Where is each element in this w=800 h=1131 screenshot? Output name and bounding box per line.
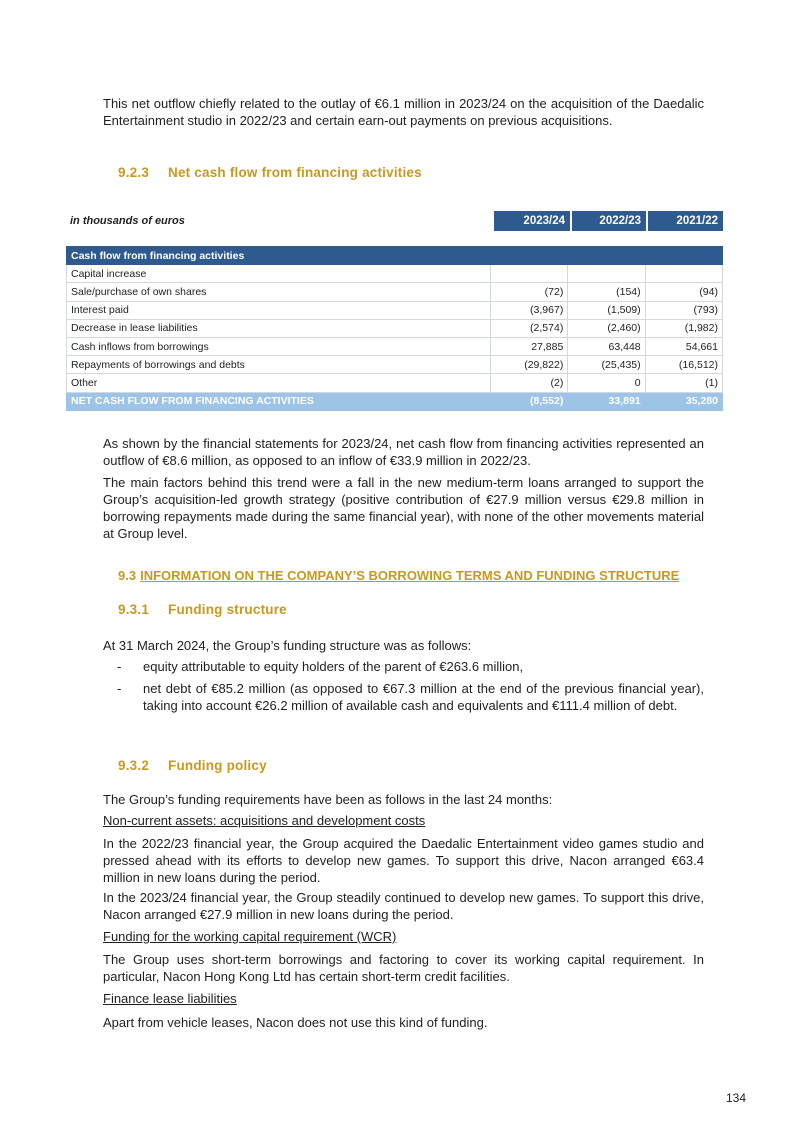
intro-paragraph: This net outflow chiefly related to the outlay of €6.1 million in 2023/24 on the acquisition of the Daedalic Entertainment studio in 2022/23 and certain earn-out payments on previous acquisitions. [103, 96, 704, 128]
column-header-2021-22: 2021/22 [648, 211, 723, 231]
cell-value: (2) [491, 374, 568, 392]
row-label: Capital increase [67, 265, 491, 283]
section-title: Net cash flow from financing activities [168, 165, 422, 180]
table-row [67, 337, 723, 355]
section-number: 9.3.1 [118, 602, 150, 617]
financing-paragraph-1: As shown by the financial statements for 2023/24, net cash flow from financing activities represented an outflow of €8.6 million, as opposed to an inflow of €33.9 million in 2022/23. [103, 436, 704, 468]
cell-value: 0 [568, 374, 645, 392]
policy-intro: The Group’s funding requirements have been as follows in the last 24 months: [103, 792, 553, 807]
column-header-2022-23: 2022/23 [572, 211, 646, 231]
cell-value: (72) [491, 283, 568, 301]
table-row [67, 319, 723, 337]
table-units-label: in thousands of euros [70, 215, 185, 227]
wcr-paragraph: The Group uses short-term borrowings and factoring to cover its working capital requirement. In particular, Nacon Hong Kong Ltd has certain short-term credit facilities. [103, 952, 704, 984]
total-value: (8,552) [491, 392, 568, 410]
cell-value: 63,448 [568, 337, 645, 355]
cell-value [491, 265, 568, 283]
section-heading-9-3-2 [118, 758, 267, 773]
cell-value: 27,885 [491, 337, 568, 355]
table-row [67, 265, 723, 283]
cell-value [568, 265, 645, 283]
row-label: Repayments of borrowings and debts [67, 356, 491, 374]
bullet-marker: - [117, 659, 122, 674]
section-number: 9.2.3 [118, 165, 150, 180]
total-label: NET CASH FLOW FROM FINANCING ACTIVITIES [67, 392, 491, 410]
table-row [67, 356, 723, 374]
section-number: 9.3 [118, 568, 137, 583]
table-row [67, 283, 723, 301]
cell-value: (1,509) [568, 301, 645, 319]
row-label: Sale/purchase of own shares [67, 283, 491, 301]
section-number: 9.3.2 [118, 758, 150, 773]
table-row [67, 301, 723, 319]
subheading-wcr: Funding for the working capital requirement (WCR) [103, 929, 397, 944]
cell-value: (2,574) [491, 319, 568, 337]
cell-value: (94) [645, 283, 722, 301]
table-total-row [67, 392, 723, 410]
row-label: Cash inflows from borrowings [67, 337, 491, 355]
row-label: Other [67, 374, 491, 392]
cell-value: (1,982) [645, 319, 722, 337]
bullet-marker: - [117, 681, 122, 696]
total-value: 33,891 [568, 392, 645, 410]
table-section-label: Cash flow from financing activities [67, 247, 491, 265]
page-number: 134 [725, 1091, 746, 1105]
list-item [117, 680, 704, 714]
total-value: 35,280 [645, 392, 722, 410]
cell-value: (25,435) [568, 356, 645, 374]
cell-value: (154) [568, 283, 645, 301]
cell-value: (2,460) [568, 319, 645, 337]
table-row [67, 374, 723, 392]
section-title: INFORMATION ON THE COMPANY’S BORROWING TERMS AND FUNDING STRUCTURE [140, 568, 680, 583]
section-title: Funding policy [168, 758, 267, 773]
section-title: Funding structure [168, 602, 287, 617]
cell-value: (1) [645, 374, 722, 392]
bullet-text: equity attributable to equity holders of the parent of €263.6 million, [143, 659, 524, 674]
list-item [117, 658, 704, 675]
subheading-finance-lease: Finance lease liabilities [103, 991, 237, 1006]
cell-value: (29,822) [491, 356, 568, 374]
section-heading-9-3-1 [118, 602, 287, 617]
section-heading-9-3 [118, 568, 704, 583]
cell-value: (793) [645, 301, 722, 319]
financing-cash-flow-table [66, 246, 723, 411]
financing-paragraph-2: The main factors behind this trend were a fall in the new medium-term loans arranged to support the Group’s acquisition-led growth strategy (positive contribution of €27.9 million versus €29.8 million in borrowing repayments made during the same financial year), with none of the other movements material at Group level. [103, 475, 704, 541]
subheading-non-current-assets: Non-current assets: acquisitions and development costs [103, 813, 426, 828]
cell-value: (3,967) [491, 301, 568, 319]
row-label: Interest paid [67, 301, 491, 319]
cell-value: 54,661 [645, 337, 722, 355]
non-current-paragraph-1: In the 2022/23 financial year, the Group acquired the Daedalic Entertainment video games studio and pressed ahead with its efforts to develop new games. To support this drive, Nacon arranged €63.4 million in new loans during the period. [103, 836, 704, 885]
column-header-2023-24: 2023/24 [494, 211, 570, 231]
row-label: Decrease in lease liabilities [67, 319, 491, 337]
lease-paragraph: Apart from vehicle leases, Nacon does not use this kind of funding. [103, 1015, 488, 1030]
funding-intro: At 31 March 2024, the Group’s funding structure was as follows: [103, 638, 472, 653]
section-heading-9-2-3 [118, 165, 422, 180]
cell-value: (16,512) [645, 356, 722, 374]
table-section-row [67, 247, 723, 265]
non-current-paragraph-2: In the 2023/24 financial year, the Group steadily continued to develop new games. To support this drive, Nacon arranged €27.9 million in new loans during the period. [103, 890, 704, 922]
cell-value [645, 265, 722, 283]
bullet-text: net debt of €85.2 million (as opposed to €67.3 million at the end of the previous financial year), taking into account €26.2 million of available cash and equivalents and €111.4 million of debt. [143, 681, 704, 713]
